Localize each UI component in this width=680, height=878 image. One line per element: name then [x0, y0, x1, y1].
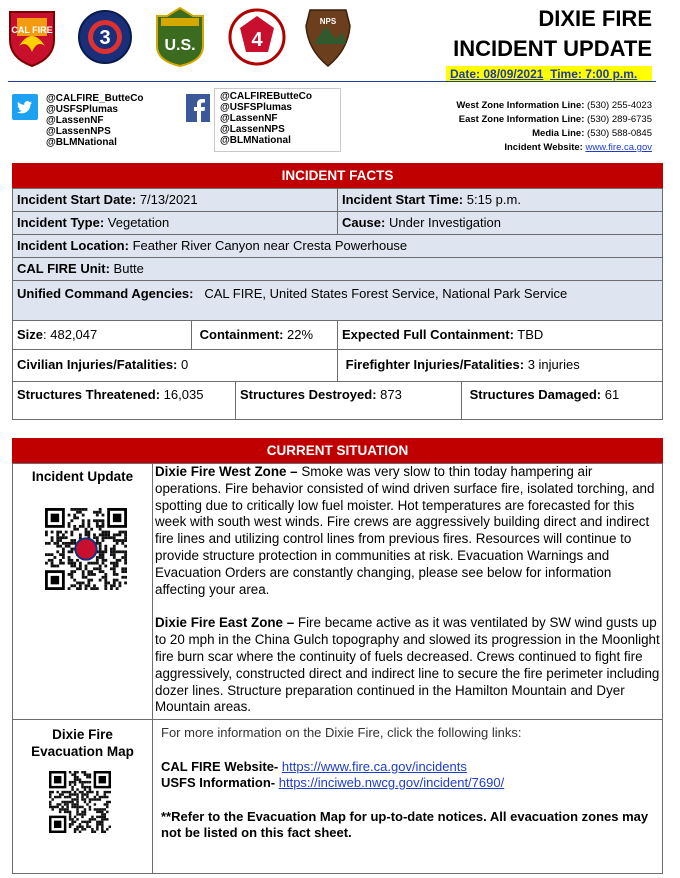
evacuation-notice: **Refer to the Evacuation Map for up-to-date notices. All evacuation zones may not be listed on this fact sheet.: [161, 809, 649, 840]
cal-fire-website-line: CAL FIRE Website- https://www.fire.ca.gov/incidents: [161, 759, 467, 774]
incident-update-qr-code[interactable]: [45, 508, 127, 590]
evacuation-map-label: Dixie Fire Evacuation Map: [31, 727, 134, 759]
national-park-service-logo: [304, 6, 352, 68]
twitter-handle: @LassenNPS: [46, 126, 111, 137]
start-time-cell: Incident Start Time: 5:15 p.m.: [337, 188, 663, 212]
usfs-information-line: USFS Information- https://inciweb.nwcg.gov/incident/7690/: [161, 775, 505, 790]
cal-fire-website-link[interactable]: https://www.fire.ca.gov/incidents: [281, 759, 467, 774]
structures-damaged-cell: Structures Damaged: 61: [461, 381, 663, 420]
nps-logo-text: NPS: [319, 17, 337, 26]
unified-command-cell: Unified Command Agencies: CAL FIRE, United States Forest Service, National Park Service: [12, 280, 663, 321]
cause-cell: Cause: Under Investigation: [337, 211, 663, 235]
west-zone-title: Dixie Fire West Zone –: [155, 464, 298, 479]
east-zone-text: Fire became active as it was ventilated by SW wind gusts up to 20 mph in the China Gulch topography and slowed its progression in the Moonlight fire burn scar where the continuity of fuels decreased. Crews continued to fight fire aggressively, constructed direct and indirect line to secure the fire perimeter including dozer lines. Structure preparation continued in the Hamilton Mountain and Dyer Mountain areas.: [155, 615, 660, 715]
twitter-handle: @LassenNF: [46, 115, 104, 126]
west-zone-line: West Zone Information Line: (530) 255-4023: [456, 100, 652, 111]
twitter-handles: [46, 93, 144, 148]
usfs-information-link[interactable]: https://inciweb.nwcg.gov/incident/7690/: [278, 775, 505, 790]
twitter-handle: @CALFIRE_ButteCo: [46, 93, 144, 104]
incident-update-label: Incident Update: [31, 469, 134, 484]
team-4-logo-number: 4: [251, 29, 263, 51]
links-cell: [152, 719, 663, 874]
west-zone-paragraph: [155, 464, 660, 598]
cal-fire-logo-text: CAL FIRE: [11, 25, 53, 35]
incident-website-line: Incident Website: www.fire.ca.gov: [504, 142, 652, 153]
incident-website-link[interactable]: www.fire.ca.gov: [585, 142, 652, 153]
us-forest-service-logo: [153, 6, 207, 68]
facebook-handle: @CALFIREButteCo: [220, 91, 312, 102]
cal-fire-team-4-logo: [228, 6, 286, 68]
facebook-handle: @LassenNF: [220, 113, 278, 124]
facebook-handle: @BLMNational: [220, 135, 291, 146]
expected-containment-cell: Expected Full Containment: TBD: [337, 320, 663, 350]
size-cell: Size: 482,047: [12, 320, 192, 350]
incident-location-cell: Incident Location: Feather River Canyon near Cresta Powerhouse: [12, 234, 663, 258]
twitter-handle: @USFSPlumas: [46, 104, 118, 115]
current-situation-banner: CURRENT SITUATION: [12, 438, 663, 463]
west-zone-text: Smoke was very slow to thin today hampering air operations. Fire behavior consisted of wind driven surface fire, isolated torching, and spotting due to critically low fuel moister. Hot temperatures are forecasted for this week with south west winds. Fire crews are aggressively building direct and indirect fire lines and utilizing control lines from previous fires. Resources will continue to provide structure protection in communities at risk. Evacuation Warnings and Evacuation Orders are constantly changing, please see below for information affecting your area.: [155, 464, 655, 597]
time-label: Time:: [550, 67, 582, 81]
usfs-logo-text: U.S.: [164, 37, 196, 54]
cal-fire-unit-cell: CAL FIRE Unit: Butte: [12, 257, 663, 281]
header-divider: [8, 81, 656, 82]
civilian-injuries-cell: Civilian Injuries/Fatalities: 0: [12, 349, 338, 382]
date-label: Date:: [450, 67, 481, 81]
incident-facts-banner: INCIDENT FACTS: [12, 163, 663, 188]
information-lines: [456, 99, 652, 155]
twitter-icon[interactable]: [12, 94, 38, 120]
date-value: 08/09/2021: [483, 67, 544, 81]
facebook-icon[interactable]: [186, 94, 210, 122]
cal-fire-logo: [7, 6, 57, 68]
east-zone-line: East Zone Information Line: (530) 289-6735: [458, 114, 652, 125]
facebook-handle: @LassenNPS: [220, 124, 285, 135]
facebook-handle: @USFSPlumas: [220, 102, 292, 113]
facebook-handles: [220, 91, 312, 146]
structures-threatened-cell: Structures Threatened: 16,035: [12, 381, 236, 420]
firefighter-injuries-cell: Firefighter Injuries/Fatalities: 3 injuries: [337, 349, 663, 382]
date-time-bar: [446, 66, 652, 82]
document-title-line2: INCIDENT UPDATE: [453, 36, 652, 61]
containment-cell: Containment: 22%: [191, 320, 338, 350]
document-title-line1: DIXIE FIRE: [538, 6, 652, 31]
media-line: Media Line: (530) 588-0845: [532, 128, 652, 139]
imt-logo-number: 3: [99, 27, 111, 49]
twitter-handle: @BLMNational: [46, 137, 117, 148]
situation-text-cell: [152, 463, 663, 720]
east-zone-title: Dixie Fire East Zone –: [155, 615, 295, 631]
start-date-cell: Incident Start Date: 7/13/2021: [12, 188, 338, 212]
evacuation-map-qr-code[interactable]: [49, 771, 111, 833]
incident-management-team-logo: [78, 6, 132, 68]
east-zone-paragraph: [155, 615, 660, 716]
structures-destroyed-cell: Structures Destroyed: 873: [235, 381, 462, 420]
time-value: 7:00 p.m.: [585, 67, 638, 81]
incident-type-cell: Incident Type: Vegetation: [12, 211, 338, 235]
more-info-text: For more information on the Dixie Fire, click the following links:: [161, 725, 522, 740]
incident-update-label-cell: [12, 463, 153, 720]
